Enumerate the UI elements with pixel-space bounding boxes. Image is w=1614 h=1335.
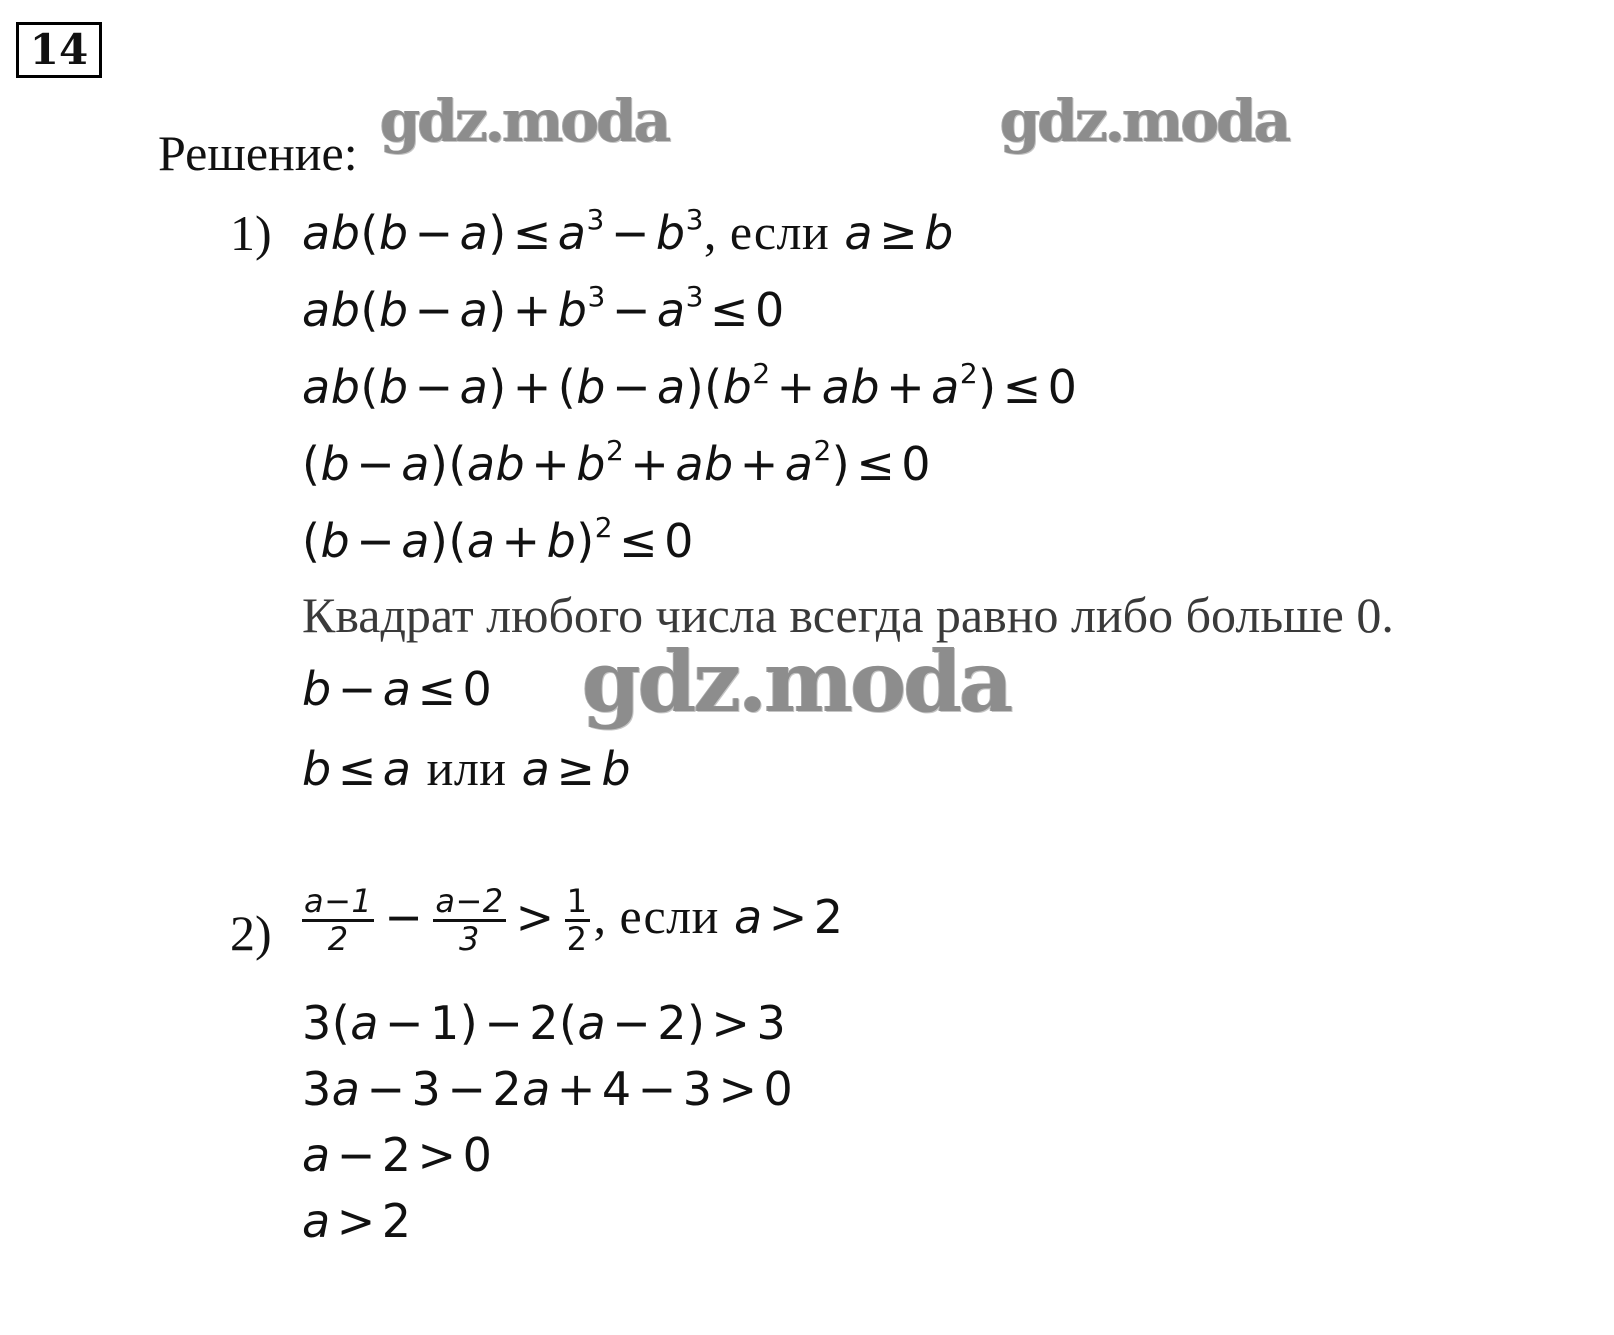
part1-step-1: $ab(b - a) \le a^3 - b^3$, если a ≥ b	[302, 203, 954, 260]
solution-heading: Решение:	[158, 125, 358, 181]
part2-step-2: 3(a − 1) − 2(a − 2) > 3	[302, 996, 787, 1050]
fraction-2-denominator: 3	[459, 920, 480, 959]
fraction-2	[433, 884, 505, 957]
part1-step-4: $(b - a)(ab + b^2$ + ab + $a^2) \le 0$	[302, 434, 932, 491]
fraction-1	[302, 884, 374, 957]
problem-number: 14	[29, 25, 89, 74]
part2-step-5: a > 2	[302, 1194, 412, 1248]
condition-word-1: , если	[703, 204, 830, 260]
fraction-3-numerator: 1	[565, 884, 590, 922]
part2-label: 2)	[230, 905, 272, 961]
part2-step-3: 3a − 3 − 2a + 4 − 3 > 0	[302, 1062, 794, 1116]
part2-step-1: $\frac{a-1}{2}$ − $\frac{a-2}{3}$ > $\frac{1}{2}$ , если a > 2	[304, 882, 844, 959]
or-word: или	[426, 740, 507, 796]
problem-number-box	[16, 22, 102, 78]
watermark-3: gdz.moda	[582, 632, 1011, 731]
part2-step-4: a − 2 > 0	[302, 1128, 493, 1182]
part1-note: Квадрат любого числа всегда равно либо больше 0.	[302, 587, 1394, 643]
part1-step-5: $(b - a)(a + b)^2 \le 0$	[302, 511, 694, 568]
fraction-1-denominator: 2	[327, 920, 349, 959]
watermark-2: gdz.moda	[1000, 87, 1289, 155]
fraction-1-numerator: a−1	[302, 884, 374, 922]
condition-word-2: , если	[593, 888, 719, 945]
part1-step-2: $ab(b - a) + b^3 - a^3 \le 0$	[302, 280, 785, 337]
fraction-3	[565, 884, 590, 957]
fraction-2-numerator: a−2	[433, 884, 505, 922]
part1-step-3: $ab(b - a) + (b - a)(b^2$ + ab + $a^2) \le 0$	[302, 357, 1078, 414]
part1-label: 1)	[230, 205, 272, 261]
part1-step-6: b − a ≤ 0	[302, 662, 493, 716]
fraction-3-denominator: 2	[566, 920, 588, 959]
part1-step-7: b ≤ a или a ≥ b	[302, 740, 632, 796]
watermark-1: gdz.moda	[380, 87, 669, 155]
